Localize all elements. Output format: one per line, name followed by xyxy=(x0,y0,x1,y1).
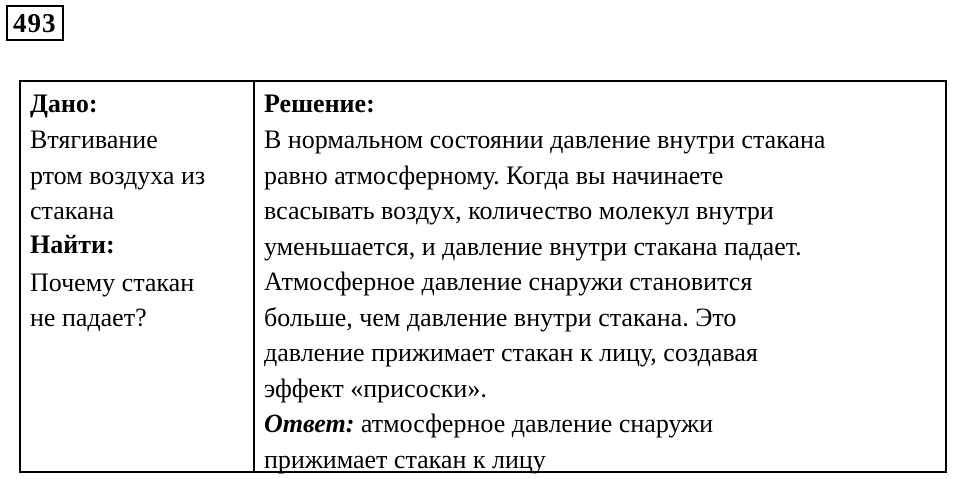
given-text: Втягивание ртом воздуха из стакана xyxy=(30,125,206,225)
find-heading: Найти: xyxy=(30,229,115,259)
given-column xyxy=(21,82,255,471)
answer-text: атмосферное давление снаружи прижимает стакан к лицу xyxy=(264,409,714,474)
answer-label: Ответ: xyxy=(264,409,355,438)
problem-number: 493 xyxy=(6,5,64,41)
given-heading: Дано: xyxy=(30,89,98,118)
solution-text xyxy=(264,122,945,477)
solution-heading: Решение: xyxy=(264,89,375,118)
solution-body: В нормальном состоянии давление внутри стакана равно атмосферному. Когда вы начинаете всасывать воздух, количество молекул внутри уменьшается, и давление внутри стакана падает. Атмосферное давление снаружи становится больше, чем давление внутри стакана. Это давление прижимает стакан к лицу, создавая эффект «присоски». xyxy=(264,125,826,403)
find-text: Почему стакан не падает? xyxy=(30,267,195,332)
solution-column xyxy=(255,82,945,474)
task-table xyxy=(19,80,947,473)
